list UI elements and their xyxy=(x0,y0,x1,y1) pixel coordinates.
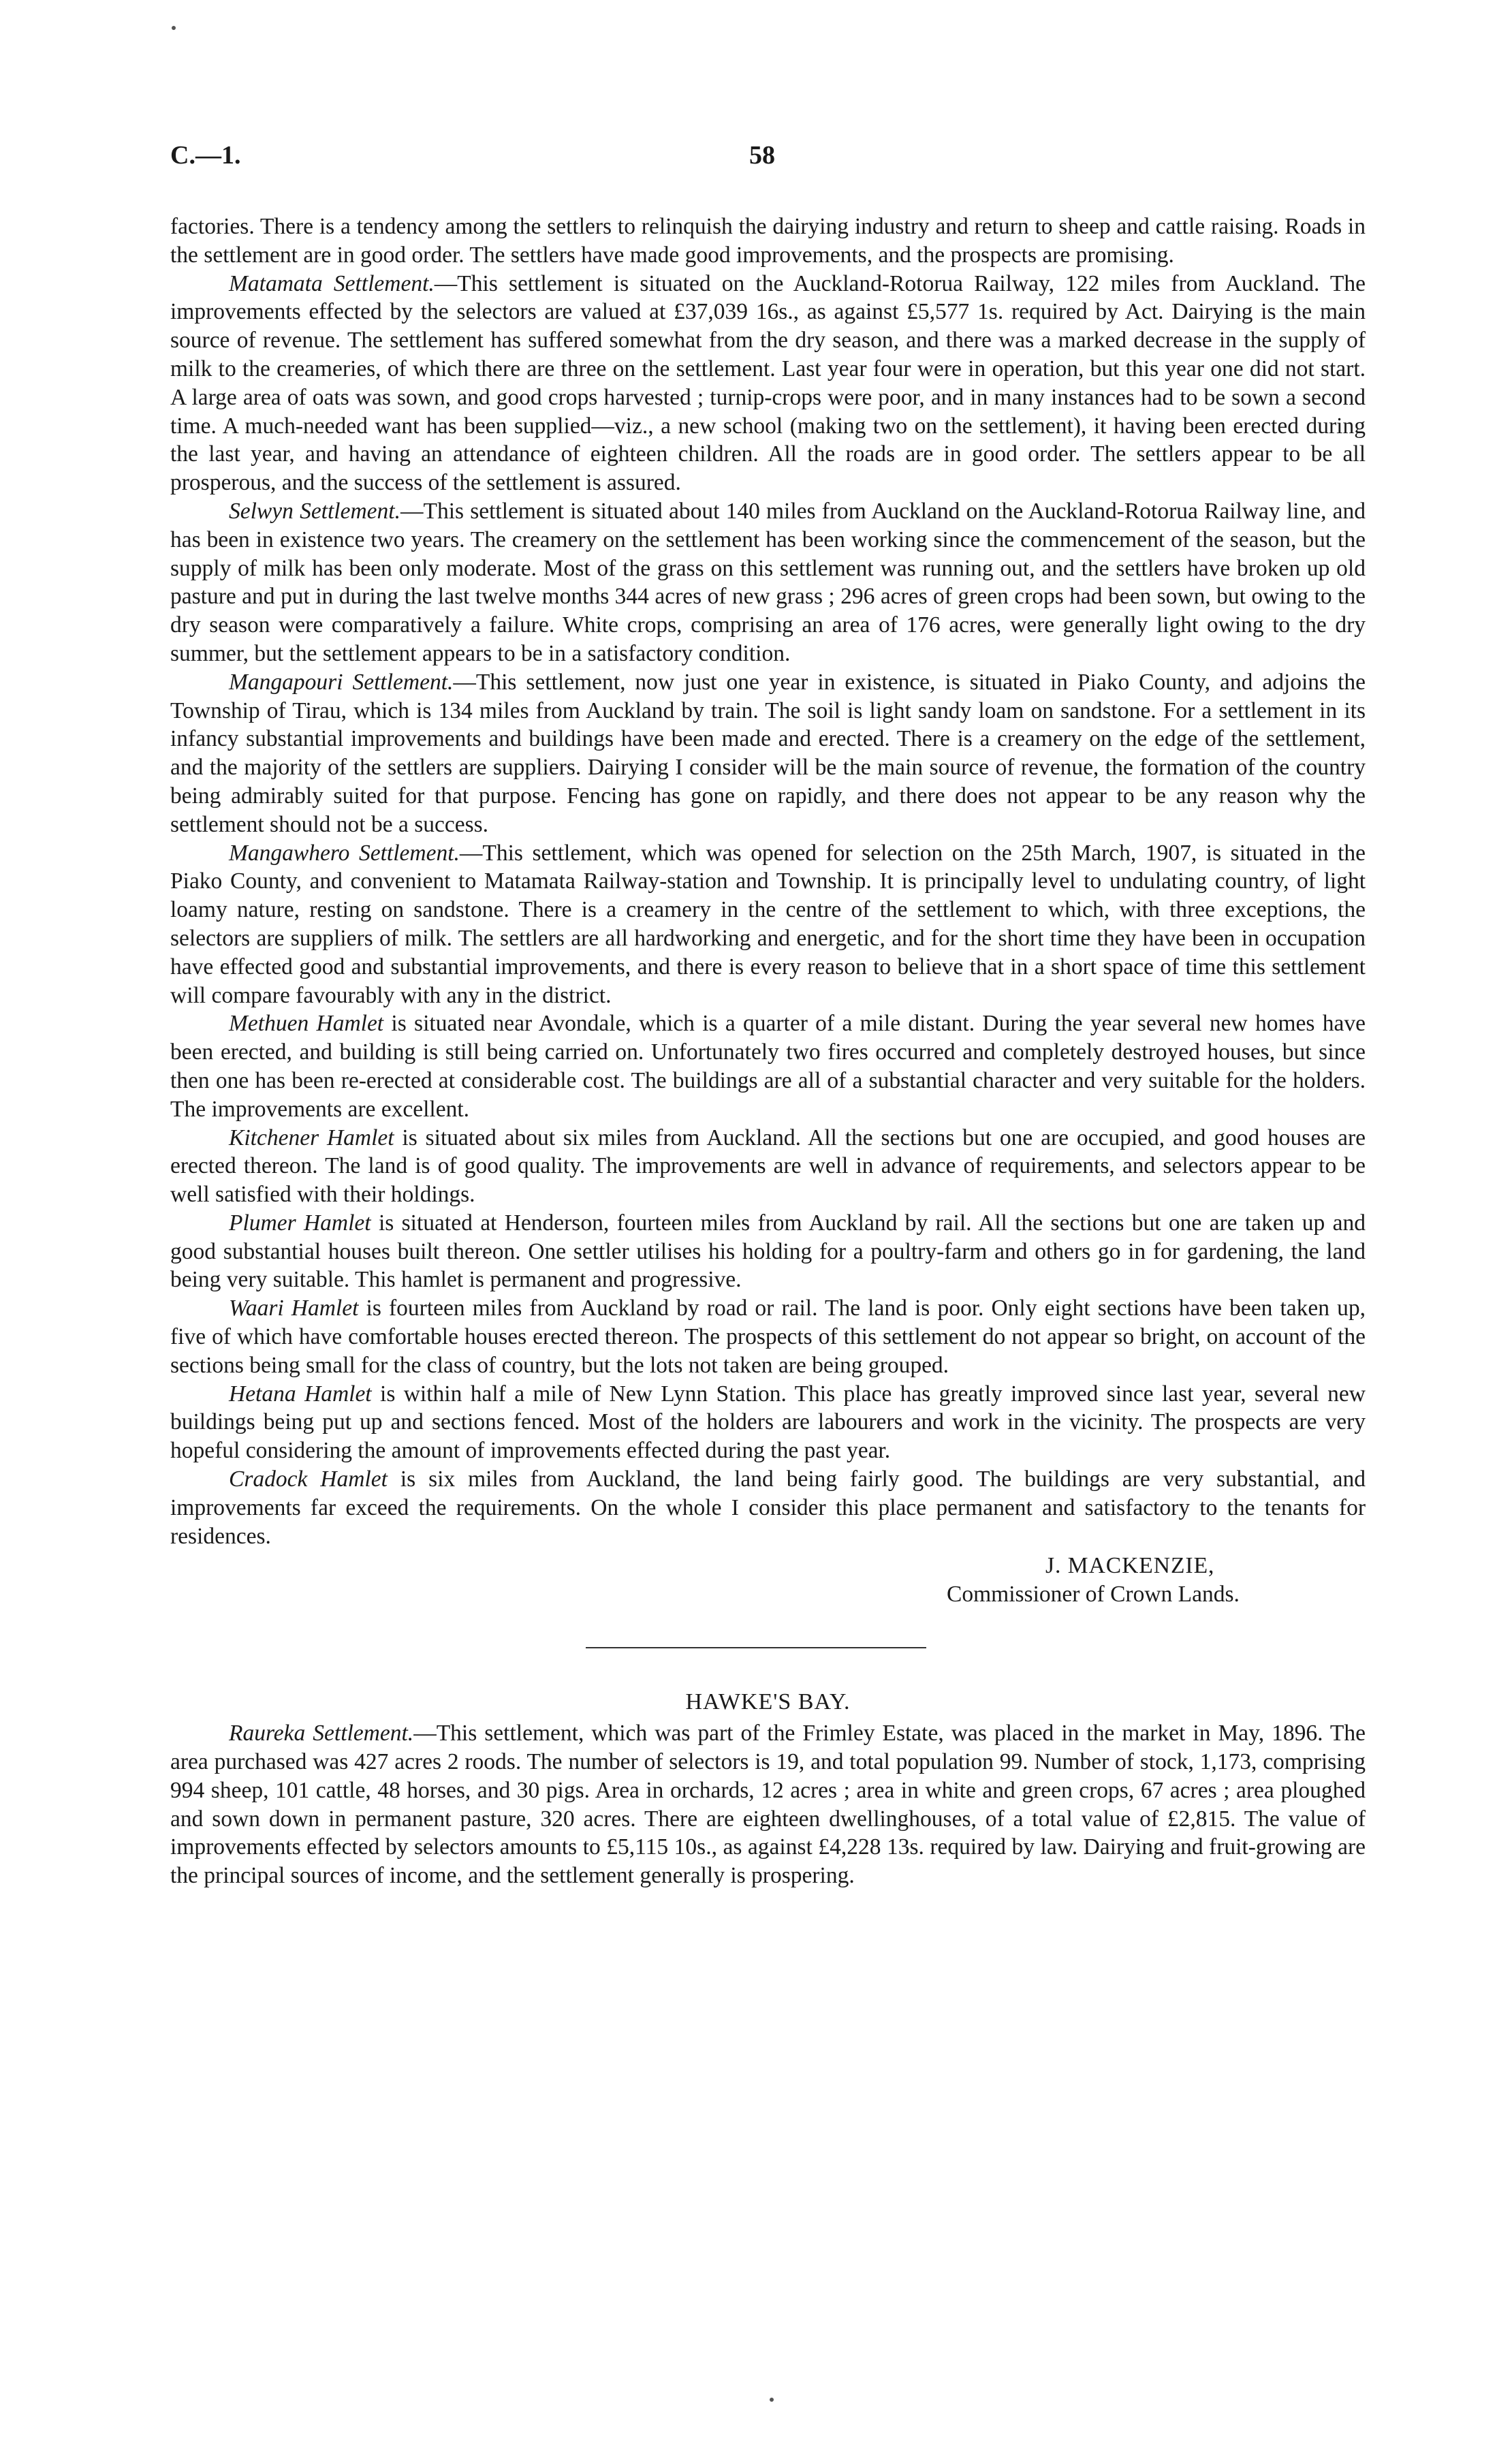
signature-block xyxy=(170,1552,1366,1609)
paragraph-selwyn: Selwyn Settlement.—This settlement is situated about 140 miles from Auckland on the Auckland-Rotorua Railway line, and has been in existence two years. The creamery on the settlement has been working since the commencement of the season, but the supply of milk has been only moderate. Most of the grass on this settlement was running out, and the settlers have broken up old pasture and put in during the last twelve months 344 acres of new grass ; 296 acres of green crops had been sown, but owing to the dry season were comparatively a failure. White crops, comprising an area of 176 acres, were generally light owing to the dry summer, but the settlement appears to be in a satisfactory condition. xyxy=(170,498,1366,666)
page-speck xyxy=(770,2398,774,2402)
paragraph-plumer: Plumer Hamlet is situated at Henderson, fourteen miles from Auckland by rail. All the sections but one are taken up and good substantial houses built thereon. One settler utilises his holding for a poultry-farm and others go in for gardening, the land being very suitable. This hamlet is permanent and progressive. xyxy=(170,1210,1366,1293)
paragraph-lead: Mangapouri Settlement. xyxy=(229,669,454,695)
page-speck xyxy=(172,26,176,30)
paragraph-lead: Methuen Hamlet xyxy=(229,1011,384,1037)
paragraph-continuation: factories. There is a tendency among the settlers to relinquish the dairying industry and return to sheep and cattle raising. Roads in the settlement are in good order. The settlers have made good improvements, and the prospects are promising. xyxy=(170,214,1366,268)
paragraph-matamata: Matamata Settlement.—This settlement is situated on the Auckland-Rotorua Railway, 122 miles from Auckland. The improvements effected by the selectors are valued at £37,039 16s., as against £5,577 1s. required by Act. Dairying is the main source of revenue. The settlement has suffered somewhat from the dry season, and there was a marked decrease in the supply of milk to the creameries, of which there are three on the settlement. Last year four were in operation, but this year one did not start. A large area of oats was sown, and good crops harvested ; turnip-crops were poor, and in many instances had to be sown a second time. A much-needed want has been supplied—viz., a new school (making two on the settlement), it having been erected during the last year, and having an attendance of eighteen children. All the roads are in good order. The settlers appear to be all prosperous, and the success of the settlement is assured. xyxy=(170,270,1366,496)
paragraph-cradock: Cradock Hamlet is six miles from Auckland, the land being fairly good. The buildings are very substantial, and improvements far exceed the requirements. On the whole I consider this place permanent and satisfactory to the tenants for residences. xyxy=(170,1467,1366,1549)
paragraph-hetana: Hetana Hamlet is within half a mile of New Lynn Station. This place has greatly improved since last year, several new buildings being put up and sections fenced. Most of the holders are labourers and work in the vicinity. The prospects are very hopeful considering the amount of improvements effected during the past year. xyxy=(170,1381,1366,1464)
section-divider xyxy=(586,1647,926,1648)
paragraph-lead: Mangawhero Settlement. xyxy=(229,840,460,866)
paragraph-lead: Selwyn Settlement. xyxy=(229,498,400,524)
signatory-name: J. MACKENZIE, xyxy=(1045,1553,1215,1579)
paragraph-lead: Cradock Hamlet xyxy=(229,1467,388,1492)
paragraph-lead: Matamata Settlement. xyxy=(229,270,435,296)
document-code: C.—1. xyxy=(170,141,241,170)
body-text xyxy=(170,213,1366,1890)
page-number: 58 xyxy=(749,141,775,170)
running-head xyxy=(170,140,1362,181)
signatory-title: Commissioner of Crown Lands. xyxy=(947,1582,1240,1608)
paragraph-lead: Hetana Hamlet xyxy=(229,1381,372,1407)
paragraph-raureka: Raureka Settlement.—This settlement, which was part of the Frimley Estate, was placed in the market in May, 1896. The area purchased was 427 acres 2 roods. The number of selectors is 19, and total population 99. Number of stock, 1,173, comprising 994 sheep, 101 cattle, 48 horses, and 30 pigs. Area in orchards, 12 acres ; area in white and green crops, 67 acres ; area ploughed and sown down in permanent pasture, 320 acres. There are eighteen dwellinghouses, of a total value of £2,815. The value of improvements effected by selectors amounts to £5,115 10s., as against £4,228 13s. required by law. Dairying and fruit-growing are the principal sources of income, and the settlement generally is prospering. xyxy=(170,1721,1366,1889)
paragraph-mangapouri: Mangapouri Settlement.—This settlement, now just one year in existence, is situated in Piako County, and adjoins the Township of Tirau, which is 134 miles from Auckland by train. The soil is light sandy loam on sandstone. For a settlement in its infancy substantial improvements and buildings have been made and erected. There is a creamery on the edge of the settlement, and the majority of the settlers are suppliers. Dairying I consider will be the main source of revenue, the formation of the country being admirably suited for that purpose. Fencing has gone on rapidly, and there does not appear to be any reason why the settlement should not be a success. xyxy=(170,669,1366,837)
paragraph-waari: Waari Hamlet is fourteen miles from Auckland by road or rail. The land is poor. Only eight sections have been taken up, five of which have comfortable houses erected thereon. The prospects of this settlement do not appear so bright, on account of the sections being small for the class of country, but the lots not taken are being grouped. xyxy=(170,1296,1366,1378)
paragraph-methuen: Methuen Hamlet is situated near Avondale, which is a quarter of a mile distant. During the year several new homes have been erected, and building is still being carried on. Unfortunately two fires occurred and completely destroyed houses, but since then one has been re-erected at considerable cost. The buildings are all of a substantial character and very suitable for the holders. The improvements are excellent. xyxy=(170,1011,1366,1122)
paragraph-lead: Kitchener Hamlet xyxy=(229,1125,394,1150)
paragraph-lead: Plumer Hamlet xyxy=(229,1210,371,1236)
paragraph-mangawhero: Mangawhero Settlement.—This settlement, which was opened for selection on the 25th March, 1907, is situated in the Piako County, and convenient to Matamata Railway-station and Township. It is principally level to undulating country, of light loamy nature, resting on sandstone. There is a creamery in the centre of the settlement to which, with three exceptions, the selectors are suppliers of milk. The settlers are all hardworking and energetic, and for the short time they have been in occupation have effected good and substantial improvements, and there is every reason to believe that in a short space of time this settlement will compare favourably with any in the district. xyxy=(170,840,1366,1008)
paragraph-kitchener: Kitchener Hamlet is situated about six miles from Auckland. All the sections but one are occupied, and good houses are erected thereon. The land is of good quality. The improvements are well in advance of requirements, and selectors appear to be well satisfied with their holdings. xyxy=(170,1125,1366,1208)
section-heading: HAWKE'S BAY. xyxy=(685,1689,851,1715)
paragraph-lead: Raureka Settlement. xyxy=(229,1721,414,1746)
paragraph-lead: Waari Hamlet xyxy=(229,1296,359,1321)
